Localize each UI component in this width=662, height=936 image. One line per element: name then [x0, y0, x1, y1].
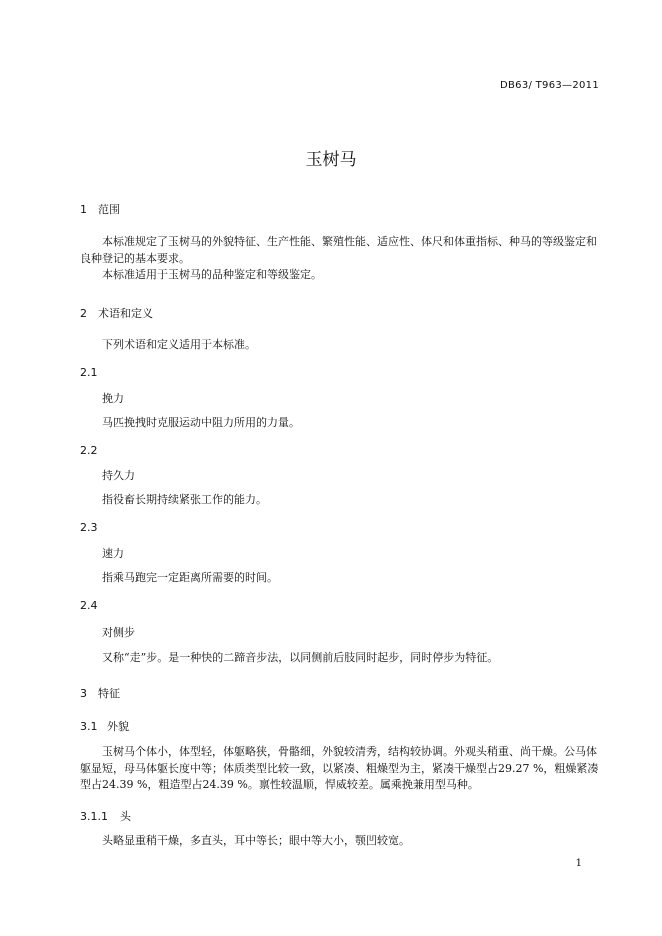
standard-id: DB63/ T963—2011	[500, 80, 599, 91]
subsection-title: 外貌	[107, 720, 129, 733]
section-3-heading	[80, 685, 120, 701]
term-definition: 又称“走”步。是一种快的二蹄音步法，以同侧前后肢同时起步，同时停步为特征。	[102, 651, 499, 664]
section-1-paragraph-2: 本标准适用于玉树马的品种鉴定和等级鉴定。	[102, 268, 322, 281]
section-title: 术语和定义	[98, 307, 153, 320]
term-number: 2.4	[80, 599, 98, 612]
term-name: 持久力	[102, 469, 135, 482]
term-name: 对侧步	[102, 626, 135, 639]
term-name: 挽力	[102, 392, 124, 405]
term-number: 2.2	[80, 444, 98, 457]
section-title: 范围	[98, 203, 120, 216]
paragraph-text: 玉树马个体小，体型轻，体躯略狭，骨骼细，外貌较清秀，结构较协调。外观头稍重、尚干燥。公马体躯显短，母马体躯长度中等；体质类型比较一致，以紧凑、粗燥型为主，紧凑干燥型占29.27 %，粗燥紧凑型占24.39 %，粗造型占24.39 %。禀性较温顺，悍威较差。属乘挽兼用型马种。	[80, 745, 599, 791]
term-definition: 指乘马跑完一定距离所需要的时间。	[102, 571, 278, 584]
term-number: 2.1	[80, 366, 98, 379]
term-definition: 指役畜长期持续紧张工作的能力。	[102, 493, 267, 506]
subsection-3-1-paragraph	[80, 744, 600, 794]
page-number: 1	[575, 858, 582, 869]
subsection-3-1-1-paragraph: 头略显重稍干燥，多直头，耳中等长；眼中等大小，颚凹较宽。	[102, 834, 410, 847]
term-name: 速力	[102, 547, 124, 560]
document-title: 玉树马	[305, 150, 357, 170]
section-2-heading	[80, 305, 153, 321]
section-1-heading	[80, 201, 120, 217]
term-definition: 马匹挽拽时克服运动中阻力所用的力量。	[102, 416, 300, 429]
paragraph-text: 本标准规定了玉树马的外貌特征、生产性能、繁殖性能、适应性、体尺和体重指标、种马的等级鉴定和良种登记的基本要求。	[80, 235, 597, 265]
subsection-title: 头	[120, 810, 131, 823]
subsection-3-1-1-heading	[80, 808, 131, 824]
subsection-3-1-heading	[80, 718, 129, 734]
section-number: 3	[80, 687, 87, 700]
section-2-intro: 下列术语和定义适用于本标准。	[102, 338, 256, 351]
term-number: 2.3	[80, 521, 98, 534]
subsection-number: 3.1	[80, 720, 98, 733]
section-title: 特征	[98, 687, 120, 700]
section-number: 2	[80, 307, 87, 320]
subsection-number: 3.1.1	[80, 810, 108, 823]
section-number: 1	[80, 203, 87, 216]
section-1-paragraph-1	[80, 234, 600, 267]
